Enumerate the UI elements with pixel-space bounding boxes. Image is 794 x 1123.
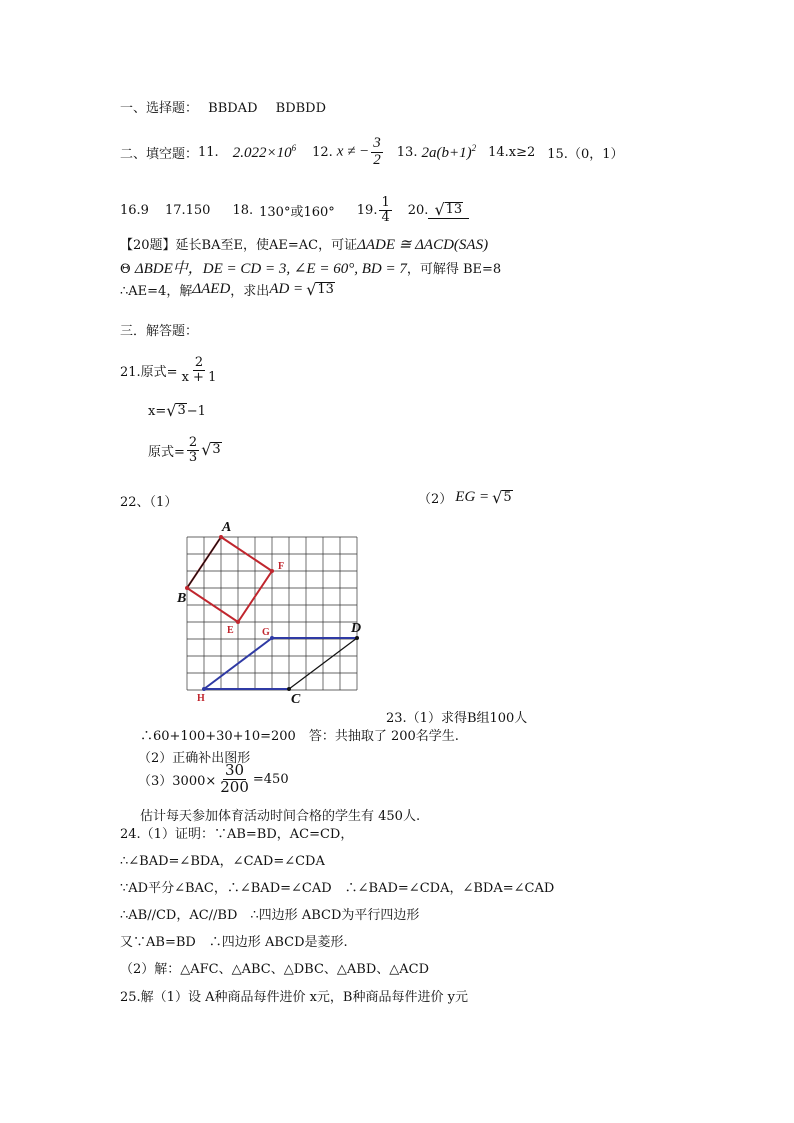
label-D: D [351,621,362,636]
q24-line6: （2）解：△AFC、△ABC、△DBC、△ABD、△ACD [120,962,430,977]
segment-HG [204,638,272,689]
point-H [202,687,206,691]
choice-group-1: BBDAD [208,101,258,116]
point-B [185,586,189,590]
point-D [355,636,359,640]
label-A: A [222,520,232,535]
choice-answers [120,97,326,116]
section3-title: 三．解答题： [120,324,199,339]
q15-answer: 15.（0，1） [547,146,624,162]
point-E [236,620,240,624]
q19-answer: $\frac{1}{4}$ [381,194,390,225]
label-E: E [227,625,234,636]
q13-number: 13. [396,144,418,160]
q19-number: 19. [356,202,378,218]
q21-line1: 21.原式= $\frac{2}{x + 1}$ [120,355,217,385]
q22-part2: （2） EG = √ 5 [418,487,512,507]
q23-line2: （2）正确补出图形 [138,751,251,766]
fill-row-1 [120,132,623,172]
segment-CD [289,638,357,689]
red-square-AFEB [187,537,272,622]
point-G [270,636,274,640]
q23-line4: 估计每天参加体育活动时间合格的学生有 450人. [140,809,421,824]
q24-line5: 又∵AB=BD ∴四边形 ABCD是菱形. [120,935,348,950]
q14-answer: 14.x≥2 [488,144,536,160]
label-B: B [177,591,187,606]
q24-line4: ∴AB//CD，AC//BD ∴四边形 ABCD为平行四边形 [120,908,420,923]
q24-line2: ∴∠BAD=∠BDA，∠CAD=∠CDA [120,854,325,869]
point-C [287,687,291,691]
q18-number: 18. [232,202,254,218]
q23-line3: （3）3000× $\frac{30}{200}$ =450 [138,761,289,796]
q12-answer: x ≠ − $\frac{3}{2}$ [336,134,381,168]
section1-title: 一、选择题： [120,101,199,116]
q13-answer: $2a(b+1)^2$ [421,142,477,161]
segment-AB [187,537,221,588]
q11-number: 11. [198,144,219,160]
q23-line1: ∴60+100+30+10=200 答：共抽取了 200名学生. [140,729,459,744]
q21-fraction: $\frac{2}{x + 1}$ [181,355,217,385]
q22-part1: 22、（1） [120,495,178,510]
q21-result-fraction: $\frac{2}{3}$ [188,435,198,465]
q21-line2: x= √ 3 −1 [148,401,206,420]
choice-group-2: BDBDD [275,101,327,116]
section2-title: 二、填空题： [120,146,199,162]
note20-line3: ∴AE=4，解 ΔAED ，求出 AD = √ 13 [120,279,334,299]
q20-answer: √ 13 [428,202,469,219]
note20-line2: Θ ΔBDE中，DE = CD = 3, ∠E = 60°, BD = 7，可解得 BE=8 [120,261,502,277]
q24-line1: 24.（1）证明：∵AB=BD，AC=CD， [120,827,354,842]
q24-line3: ∵AD平分∠BAC，∴∠BAD=∠CAD ∴∠BAD=∠CDA，∠BDA=∠CAD [120,881,555,896]
label-G: G [262,627,270,638]
q18-answer: 130°或160° [259,204,335,220]
q16-answer: 16.9 [120,202,149,218]
q20-number: 20. [407,202,429,218]
q25-line1: 25.解（1）设 A种商品每件进价 x元，B种商品每件进价 y元 [120,990,468,1005]
q23-head: 23.（1）求得B组100人 [386,711,528,726]
q11-answer: $2.022\times 10^6$ [232,142,297,161]
point-F [270,569,274,573]
note20-line1: 【20题】延长BA至E，使AE=AC，可证ΔADE ≅ ΔACD(SAS) [120,237,489,253]
label-H: H [197,693,205,704]
fill-row-2 [120,188,469,232]
q23-fraction: $\frac{30}{200}$ [220,761,249,796]
q21-line3: 原式= $\frac{2}{3}$ √ 3 [148,435,221,465]
q12-number: 12. [312,144,333,160]
q17-answer: 17.150 [164,202,211,218]
q21-x-sqrt: √ 3 [166,401,186,420]
label-C: C [291,692,301,707]
point-A [219,535,223,539]
q21-result-sqrt: √ 3 [201,440,221,460]
square-grid [187,537,357,690]
label-F: F [278,561,285,572]
note20-sqrt: √ 13 [306,279,334,299]
